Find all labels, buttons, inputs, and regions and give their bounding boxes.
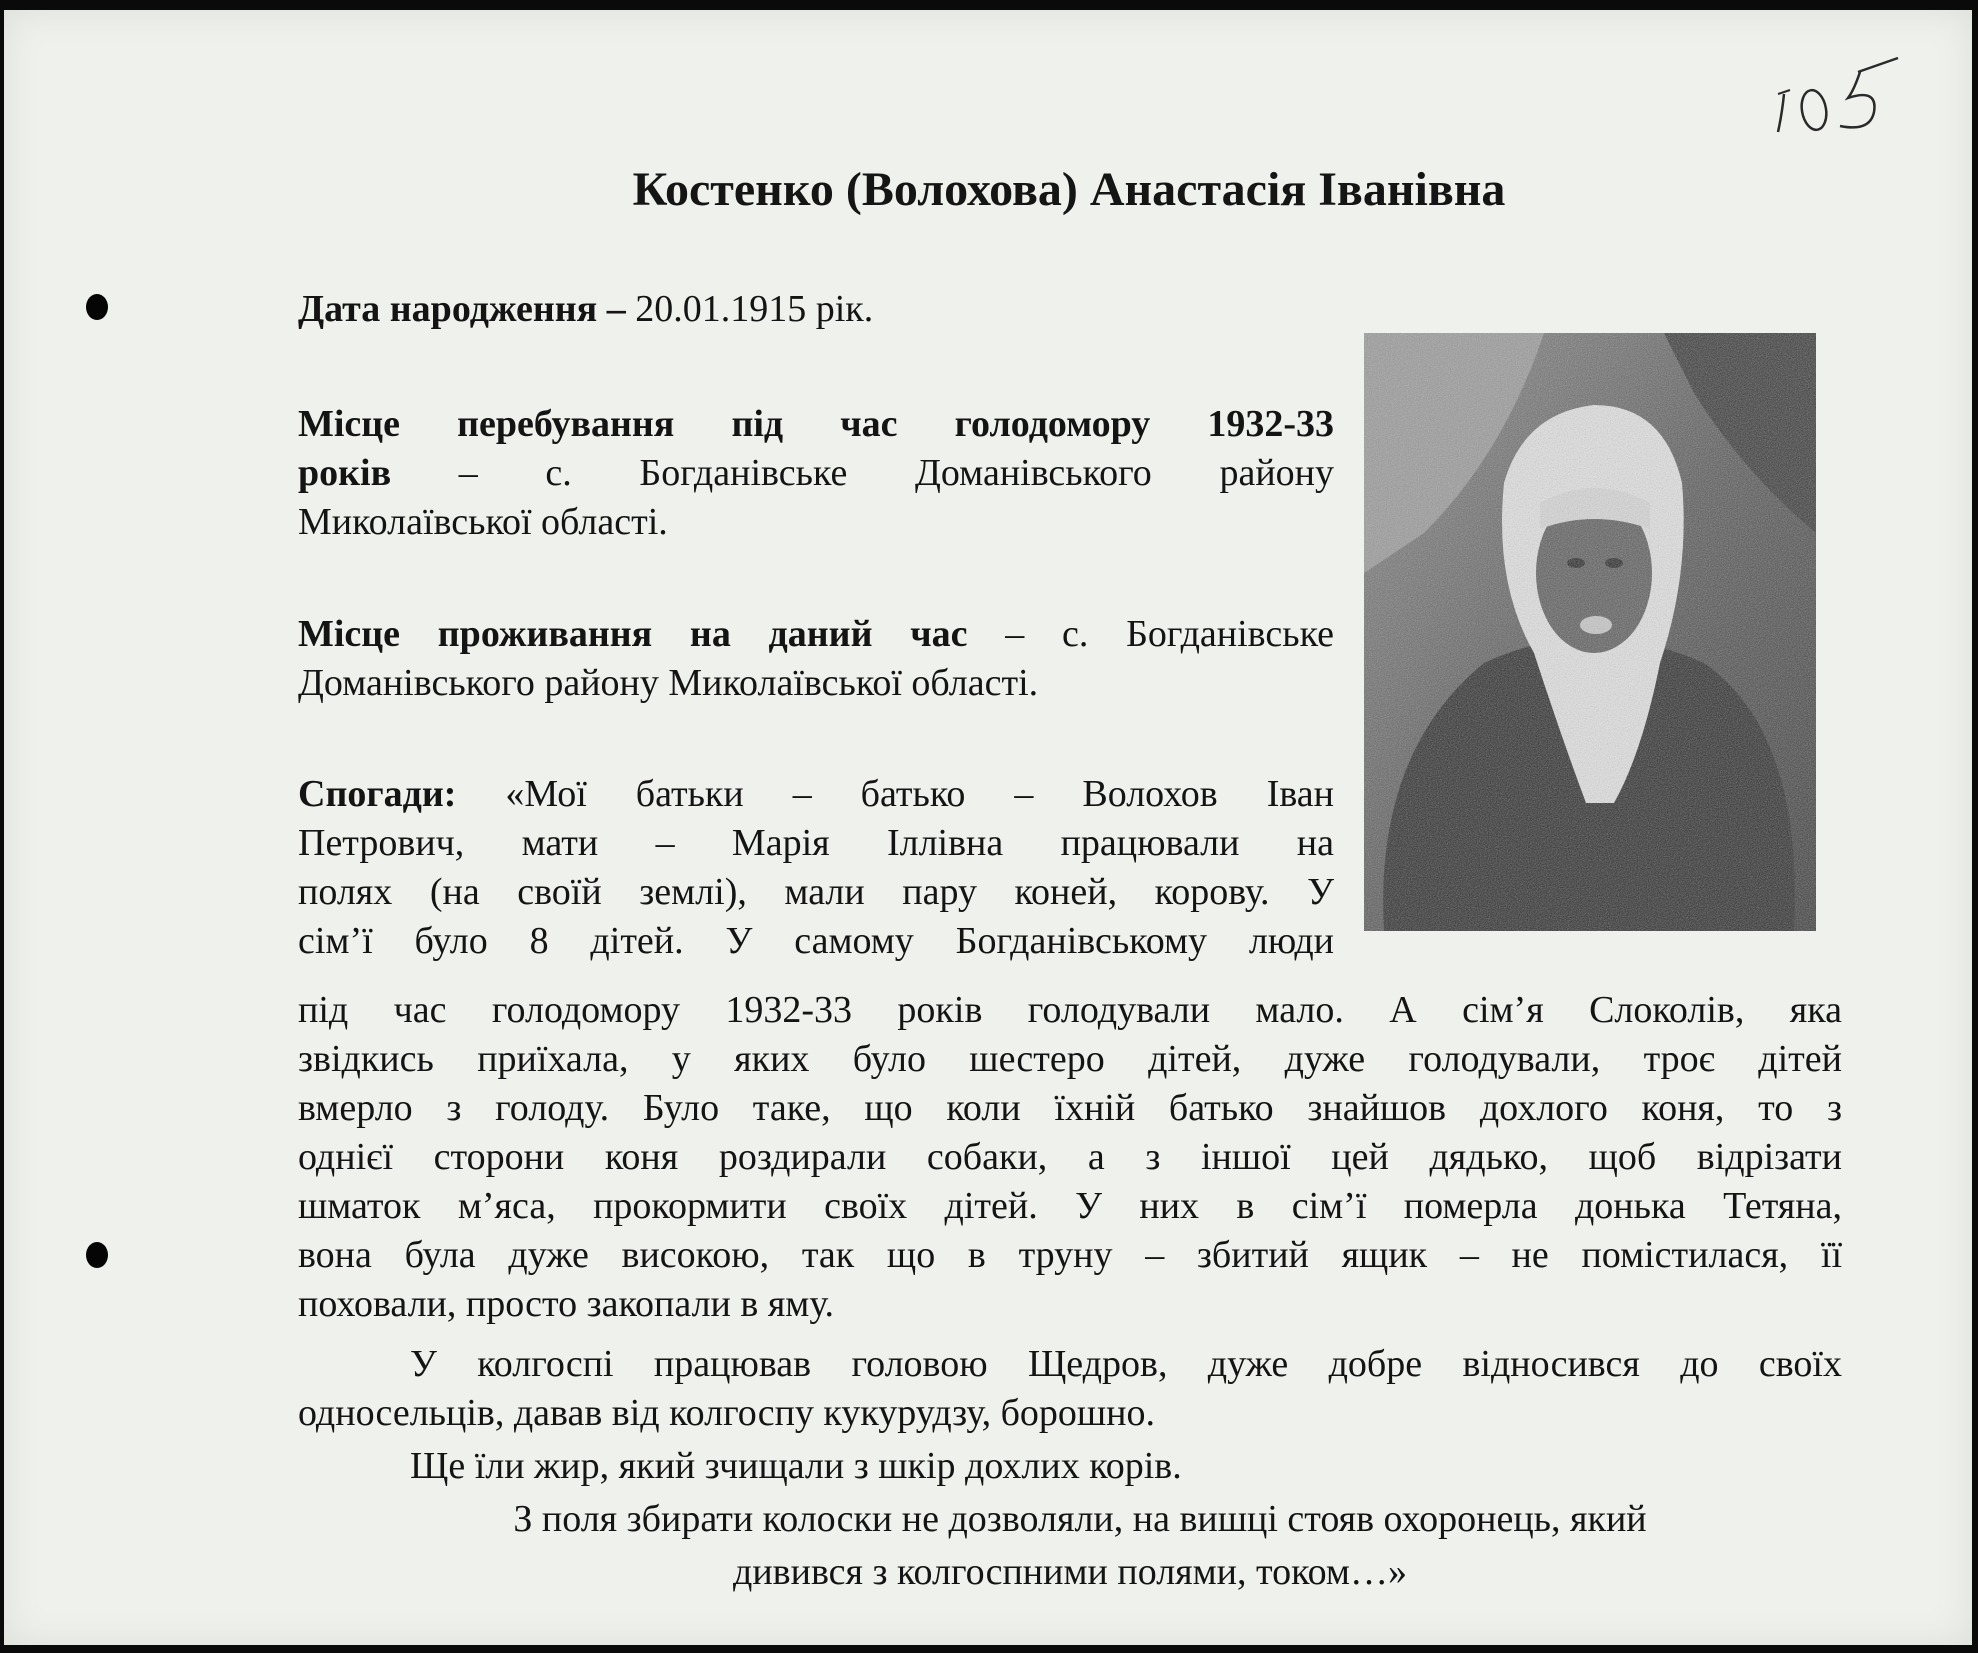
- birth-date-dash: –: [597, 288, 636, 330]
- famine-location-label-line1: Місце перебування під час голодомору 1932-33: [298, 403, 1334, 445]
- memories-narrow-section: [298, 770, 1334, 966]
- memories-paragraph4-line1: З поля збирати колоски не дозволяли, на вишці стояв охоронець, який: [513, 1498, 1647, 1540]
- document-title: Костенко (Волохова) Анастасія Іванівна: [632, 163, 1506, 216]
- memories-wide-line: поховали, просто закопали в яму.: [298, 1283, 835, 1325]
- birth-date-line: [298, 285, 1338, 334]
- famine-location-label-line2: років: [298, 452, 392, 494]
- current-location-label: Місце проживання на даний час: [298, 613, 968, 655]
- birth-date-value: 20.01.1915 рік.: [635, 288, 874, 330]
- memories-wide-section: [298, 986, 1842, 1329]
- binder-hole-top: [86, 294, 108, 320]
- memories-wide-line: звідкись приїхала, у яких було шестеро дітей, дуже голодували, троє дітей: [298, 1038, 1842, 1080]
- famine-location-text-line2: – с. Богданівське Доманівського району: [391, 452, 1334, 494]
- handwritten-page-number: [1766, 54, 1906, 144]
- famine-location-text-line3: Миколаївської області.: [298, 501, 668, 543]
- memories-narrow-line: полях (на своїй землі), мали пару коней, корову. У: [298, 871, 1334, 913]
- memories-wide-line: однієї сторони коня роздирали собаки, а з іншої цей дядько, щоб відрізати: [298, 1136, 1842, 1178]
- memories-paragraph4-line2: дивився з колгоспними полями, током…»: [733, 1551, 1407, 1593]
- current-location-text-line2: Доманівського району Миколаївської області.: [298, 662, 1039, 704]
- memories-wide-line: під час голодомору 1932-33 років голодували мало. А сім’я Слоколів, яка: [298, 989, 1842, 1031]
- current-location-section: [298, 610, 1334, 708]
- memories-wide-line: вона була дуже високою, так що в труну – збитий ящик – не помістилася, її: [298, 1234, 1842, 1276]
- memories-paragraph3: Ще їли жир, який зчищали з шкір дохлих корів.: [410, 1445, 1182, 1487]
- memories-label: Спогади:: [298, 773, 457, 815]
- binder-hole-bottom: [86, 1242, 108, 1268]
- birth-date-label: Дата народження: [298, 288, 598, 330]
- document-page: [4, 10, 1972, 1645]
- memories-paragraph2-line2: односельців, давав від колгоспу кукурудзу, борошно.: [298, 1392, 1156, 1434]
- memories-paragraph2-line1: У колгоспі працював головою Щедров, дуже добре відносився до своїх: [410, 1343, 1842, 1385]
- portrait-photo: [1364, 333, 1816, 931]
- memories-narrow-line: «Мої батьки – батько – Волохов Іван: [456, 773, 1334, 815]
- memories-wide-line: вмерло з голоду. Було таке, що коли їхній батько знайшов дохлого коня, то з: [298, 1087, 1842, 1129]
- famine-location-section: [298, 400, 1334, 547]
- memories-wide-line: шматок м’яса, прокормити своїх дітей. У них в сім’ї померла донька Тетяна,: [298, 1185, 1842, 1227]
- current-location-text-line1: – с. Богданівське: [967, 613, 1334, 655]
- memories-narrow-line: сім’ї було 8 дітей. У самому Богданівському люди: [298, 920, 1334, 962]
- memories-narrow-line: Петрович, мати – Марія Іллівна працювали на: [298, 822, 1334, 864]
